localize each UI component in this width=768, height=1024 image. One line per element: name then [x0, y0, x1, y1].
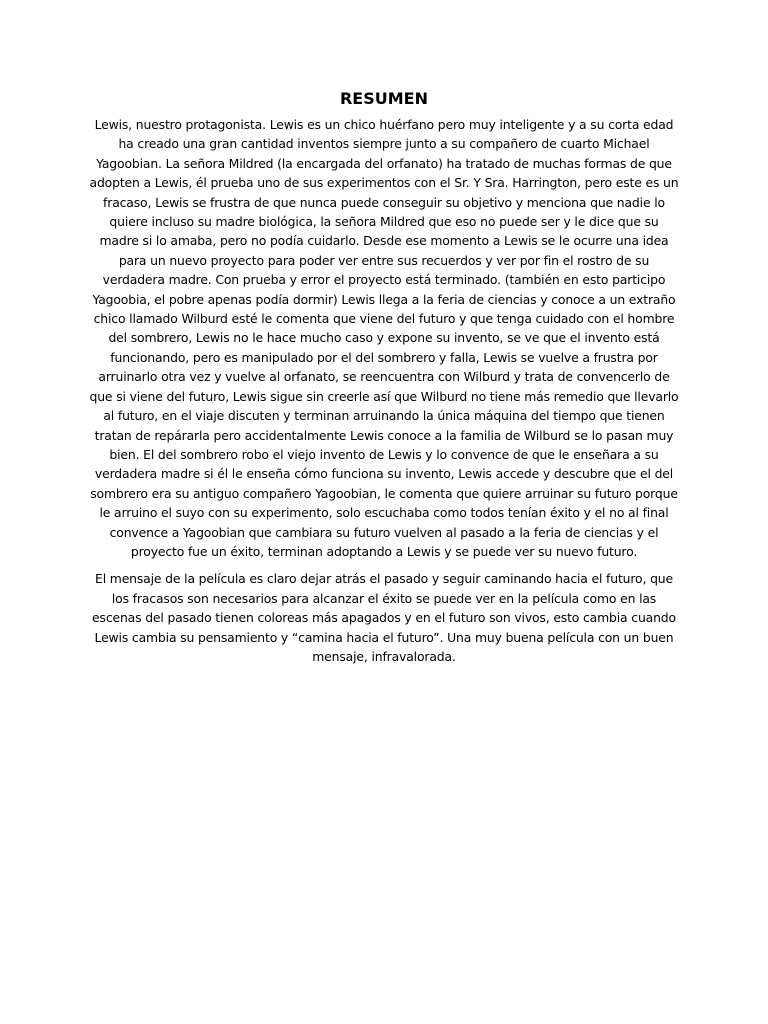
document-body — [89, 115, 679, 666]
message-paragraph: El mensaje de la película es claro dejar atrás el pasado y seguir caminando hacia el futuro, que los fracasos son necesarios para alcanzar el éxito se puede ver en la película como en las escenas del pasado tienen coloreas más apagados y en el futuro son vivos, esto cambia cuando Lewis cambia su pensamiento y “camina hacia el futuro”. Una muy buena película con un buen mensaje, infravalorada. — [92, 571, 676, 664]
document-title: RESUMEN — [339, 89, 428, 108]
summary-paragraph: Lewis, nuestro protagonista. Lewis es un chico huérfano pero muy inteligente y a su corta edad ha creado una gran cantidad inventos siempre junto a su compañero de cuarto Michael Yagoobian. La señora Mildred (la encargada del orfanato) ha tratado de muchas formas de que adopten a Lewis, él prueba uno de sus experimentos con el Sr. Y Sra. Harrington, pero este es un fracaso, Lewis se frustra de que nunca puede conseguir su objetivo y menciona que nadie lo quiere incluso su madre biológica, la señora Mildred que eso no puede ser y le dice que su madre si lo amaba, pero no podía cuidarlo. Desde ese momento a Lewis se le ocurre una idea para un nuevo proyecto para poder ver entre sus recuerdos y ver por fin el rostro de su verdadera madre. Con prueba y error el proyecto está terminado. (también en esto participo Yagoobia, el pobre apenas podía dormir) Lewis llega a la feria de ciencias y conoce a un extraño chico llamado Wilburd esté le comenta que viene del futuro y que tenga cuidado con el hombre del sombrero, Lewis no le hace mucho caso y expone su invento, se ve que el invento está funcionando, pero es manipulado por el del sombrero y falla, Lewis se vuelve a frustra por arruinarlo otra vez y vuelve al orfanato, se reencuentra con Wilburd y trata de convencerlo de que si viene del futuro, Lewis sigue sin creerle así que Wilburd no tiene más remedio que llevarlo al futuro, en el viaje discuten y terminan arruinando la única máquina del tiempo que tienen tratan de repárarla pero accidentalmente Lewis conoce a la familia de Wilburd se lo pasan muy bien. El del sombrero robo el viejo invento de Lewis y lo convence de que le enseñara a su verdadera madre si él le enseña cómo funciona su invento, Lewis accede y descubre que el del sombrero era su antiguo compañero Yagoobian, le comenta que quiere arruinar su futuro porque le arruino el suyo con su experimento, solo escuchaba como todos tenían éxito y el no al final convence a Yagoobian que cambiara su futuro vuelven al pasado a la feria de ciencias y el proyecto fue un éxito, terminan adoptando a Lewis y se puede ver su nuevo futuro. — [89, 117, 679, 559]
